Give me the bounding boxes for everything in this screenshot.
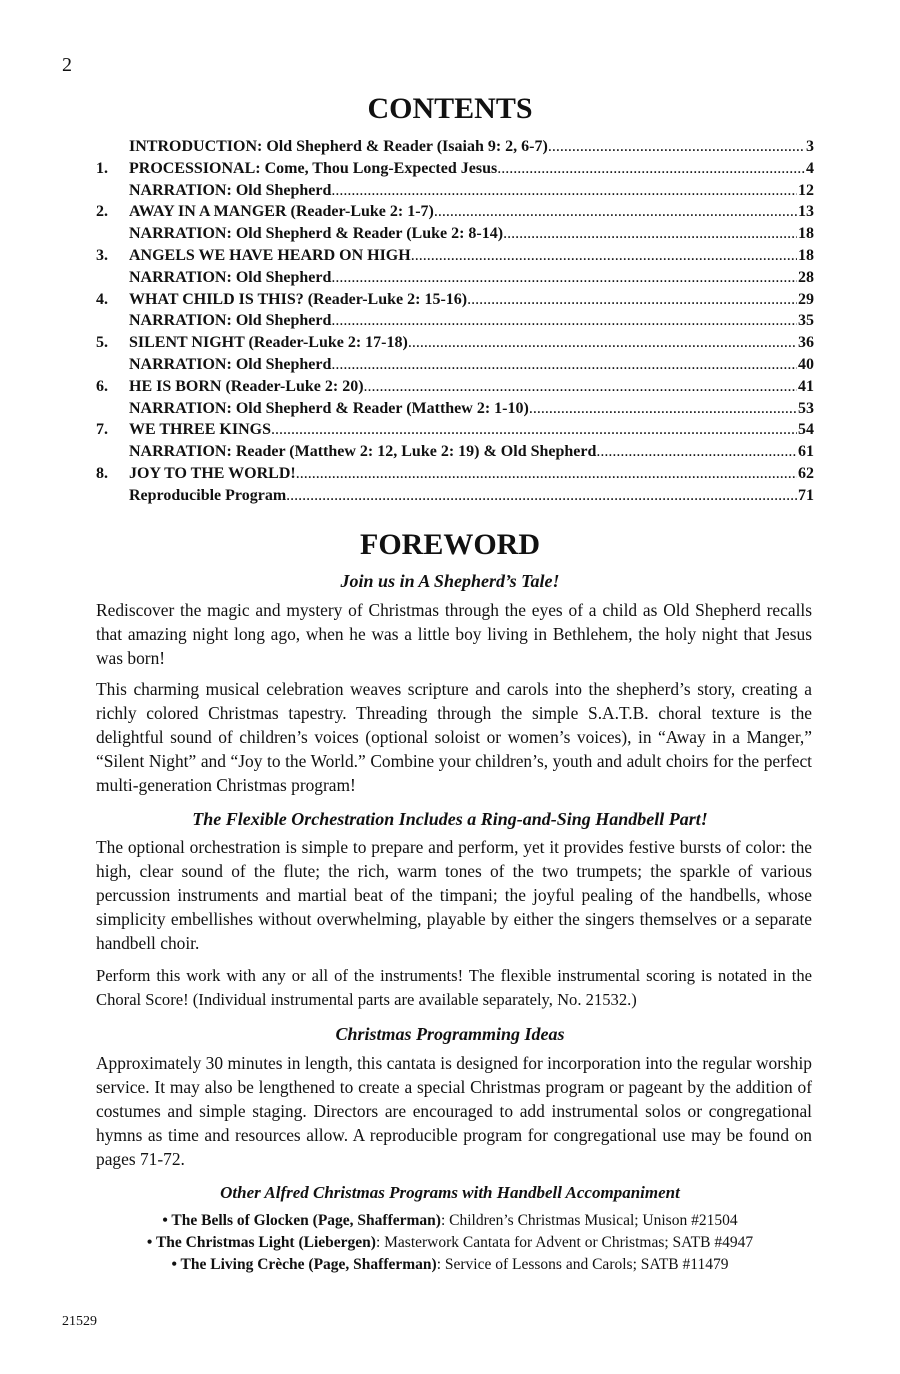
toc-leader-dots <box>271 421 797 439</box>
related-program-detail: : Service of Lessons and Carols; SATB #11479 <box>436 1256 729 1273</box>
toc-page: 54 <box>798 421 814 439</box>
foreword-paragraph: Rediscover the magic and mystery of Christmas through the eyes of a child as Old Shepherd recalls that amazing night long ago, when he was a little boy living in Bethlehem, the holy night that Jesus was born! <box>96 600 812 668</box>
page-number: 2 <box>62 54 72 76</box>
toc-title: NARRATION: Old Shepherd & Reader (Luke 2: 8-14) <box>129 225 504 243</box>
toc-page: 12 <box>798 181 814 199</box>
toc-title: ANGELS WE HAVE HEARD ON HIGH <box>129 246 411 264</box>
toc-title: WE THREE KINGS <box>129 421 271 439</box>
toc-page: 41 <box>798 377 814 395</box>
toc-number: 8. <box>96 464 108 482</box>
related-program <box>0 1254 900 1276</box>
toc-title: HE IS BORN (Reader-Luke 2: 20) <box>129 377 364 395</box>
toc-page: 61 <box>798 443 814 461</box>
toc-page: 53 <box>798 399 814 417</box>
toc-number: 1. <box>96 159 108 177</box>
toc-entry <box>96 247 814 269</box>
foreword-subheading: The Flexible Orchestration Includes a Ring-and-Sing Handbell Part! <box>192 809 708 829</box>
foreword-paragraph: Approximately 30 minutes in length, this cantata is designed for incorporation into the regular worship service. It may also be lengthened to create a special Christmas program or pageant by the addition of costumes and simple staging. Directors are encouraged to add instrumental solos or congregational hymns as time and resources allow. A reproducible program for congregational use may be found on pages 71-72. <box>96 1053 812 1169</box>
toc-leader-dots <box>503 225 797 243</box>
toc-page: 28 <box>798 268 814 286</box>
toc-leader-dots <box>331 356 797 374</box>
foreword-paragraph: This charming musical celebration weaves scripture and carols into the shepherd’s story, creating a richly colored Christmas tapestry. Threading through the simple S.A.T.B. choral texture is the delightful sound of children’s voices (optional soloist or women’s voices), in “Away in a Manger,” “Silent Night” and “Joy to the World.” Combine your children’s, youth and adult choirs for the perfect multi-generation Christmas program! <box>96 679 812 795</box>
catalog-number: 21529 <box>62 1314 97 1329</box>
toc-page: 3 <box>806 138 814 155</box>
toc-number: 3. <box>96 246 108 264</box>
related-program <box>0 1210 900 1232</box>
foreword-subheading: Other Alfred Christmas Programs with Handbell Accompaniment <box>220 1183 680 1202</box>
toc-entry <box>96 269 814 291</box>
toc-leader-dots <box>529 400 797 418</box>
related-program-title: • The Bells of Glocken (Page, Shafferman) <box>162 1212 441 1229</box>
toc-page: 35 <box>798 312 814 330</box>
toc-leader-dots <box>331 182 797 200</box>
toc-page: 18 <box>798 246 814 264</box>
toc-leader-dots <box>286 487 797 505</box>
foreword-heading: FOREWORD <box>360 528 540 561</box>
toc-entry <box>96 400 814 422</box>
toc-entry <box>96 225 814 247</box>
toc-number: 6. <box>96 377 108 395</box>
toc-entry <box>96 465 814 487</box>
toc-entry <box>96 182 814 204</box>
toc-number: 4. <box>96 290 108 308</box>
toc-title: PROCESSIONAL: Come, Thou Long-Expected Jesus <box>129 159 498 177</box>
toc-leader-dots <box>331 312 797 330</box>
toc-entry <box>96 487 814 509</box>
toc-page: 36 <box>798 334 814 352</box>
toc-page: 13 <box>798 203 814 221</box>
toc-leader-dots <box>548 138 805 156</box>
toc-page: 29 <box>798 290 814 308</box>
toc-page: 4 <box>806 159 814 177</box>
toc-page: 62 <box>798 464 814 482</box>
toc-leader-dots <box>497 160 805 178</box>
contents-heading: CONTENTS <box>367 92 533 125</box>
toc-title: WHAT CHILD IS THIS? (Reader-Luke 2: 15-16) <box>129 290 468 308</box>
toc-entry <box>96 312 814 334</box>
toc-title: SILENT NIGHT (Reader-Luke 2: 17-18) <box>129 334 408 352</box>
foreword-paragraph: The optional orchestration is simple to prepare and perform, yet it provides festive bursts of color: the high, clear sound of the flute; the rich, warm tones of the two trumpets; the sparkle of various percussion instruments and martial beat of the timpani; the joyful pealing of the handbells, whose simplicity embellishes without overwhelming, playable by either the singers themselves or a separate handbell choir. <box>96 837 812 953</box>
foreword-subheading: Christmas Programming Ideas <box>335 1024 565 1044</box>
toc-page: 71 <box>798 486 814 504</box>
foreword-subheading: Join us in A Shepherd’s Tale! <box>340 571 560 591</box>
toc-leader-dots <box>467 291 797 309</box>
toc-leader-dots <box>364 378 797 396</box>
toc-number: 7. <box>96 421 108 439</box>
toc-leader-dots <box>408 334 797 352</box>
toc-entry <box>96 334 814 356</box>
related-program-title: • The Living Crèche (Page, Shafferman) <box>171 1256 437 1273</box>
related-program <box>0 1232 900 1254</box>
foreword-paragraph: Perform this work with any or all of the instruments! The flexible instrumental scoring is notated in the Choral Score! (Individual instrumental parts are available separately, No. 21532.) <box>96 966 812 1009</box>
toc-entry <box>96 421 814 443</box>
toc-leader-dots <box>331 269 797 287</box>
table-of-contents <box>96 138 814 509</box>
toc-entry <box>96 203 814 225</box>
related-program-detail: : Masterwork Cantata for Advent or Christmas; SATB #4947 <box>375 1234 754 1251</box>
toc-number: 2. <box>96 203 108 221</box>
related-program-detail: : Children’s Christmas Musical; Unison #21504 <box>440 1212 738 1229</box>
toc-entry <box>96 138 814 160</box>
toc-leader-dots <box>596 443 797 461</box>
toc-entry <box>96 378 814 400</box>
toc-entry <box>96 356 814 378</box>
toc-leader-dots <box>296 465 797 483</box>
toc-entry <box>96 291 814 313</box>
toc-leader-dots <box>411 247 797 265</box>
toc-leader-dots <box>434 203 797 221</box>
toc-title: NARRATION: Old Shepherd <box>129 181 332 199</box>
toc-title: AWAY IN A MANGER (Reader-Luke 2: 1-7) <box>129 203 434 221</box>
toc-page: 40 <box>798 355 814 373</box>
toc-title: NARRATION: Old Shepherd <box>129 312 332 330</box>
toc-title: INTRODUCTION: Old Shepherd & Reader (Isaiah 9: 2, 6-7) <box>129 138 548 155</box>
toc-number: 5. <box>96 334 108 352</box>
toc-title: NARRATION: Old Shepherd <box>129 355 332 373</box>
related-program-title: • The Christmas Light (Liebergen) <box>146 1234 376 1251</box>
toc-title: NARRATION: Old Shepherd & Reader (Matthew 2: 1-10) <box>129 399 529 417</box>
toc-title: JOY TO THE WORLD! <box>129 464 296 482</box>
toc-title: NARRATION: Reader (Matthew 2: 12, Luke 2: 19) & Old Shepherd <box>129 443 597 461</box>
toc-title: NARRATION: Old Shepherd <box>129 268 332 286</box>
toc-title: Reproducible Program <box>129 486 287 504</box>
toc-entry <box>96 443 814 465</box>
toc-entry <box>96 160 814 182</box>
toc-page: 18 <box>798 225 814 243</box>
